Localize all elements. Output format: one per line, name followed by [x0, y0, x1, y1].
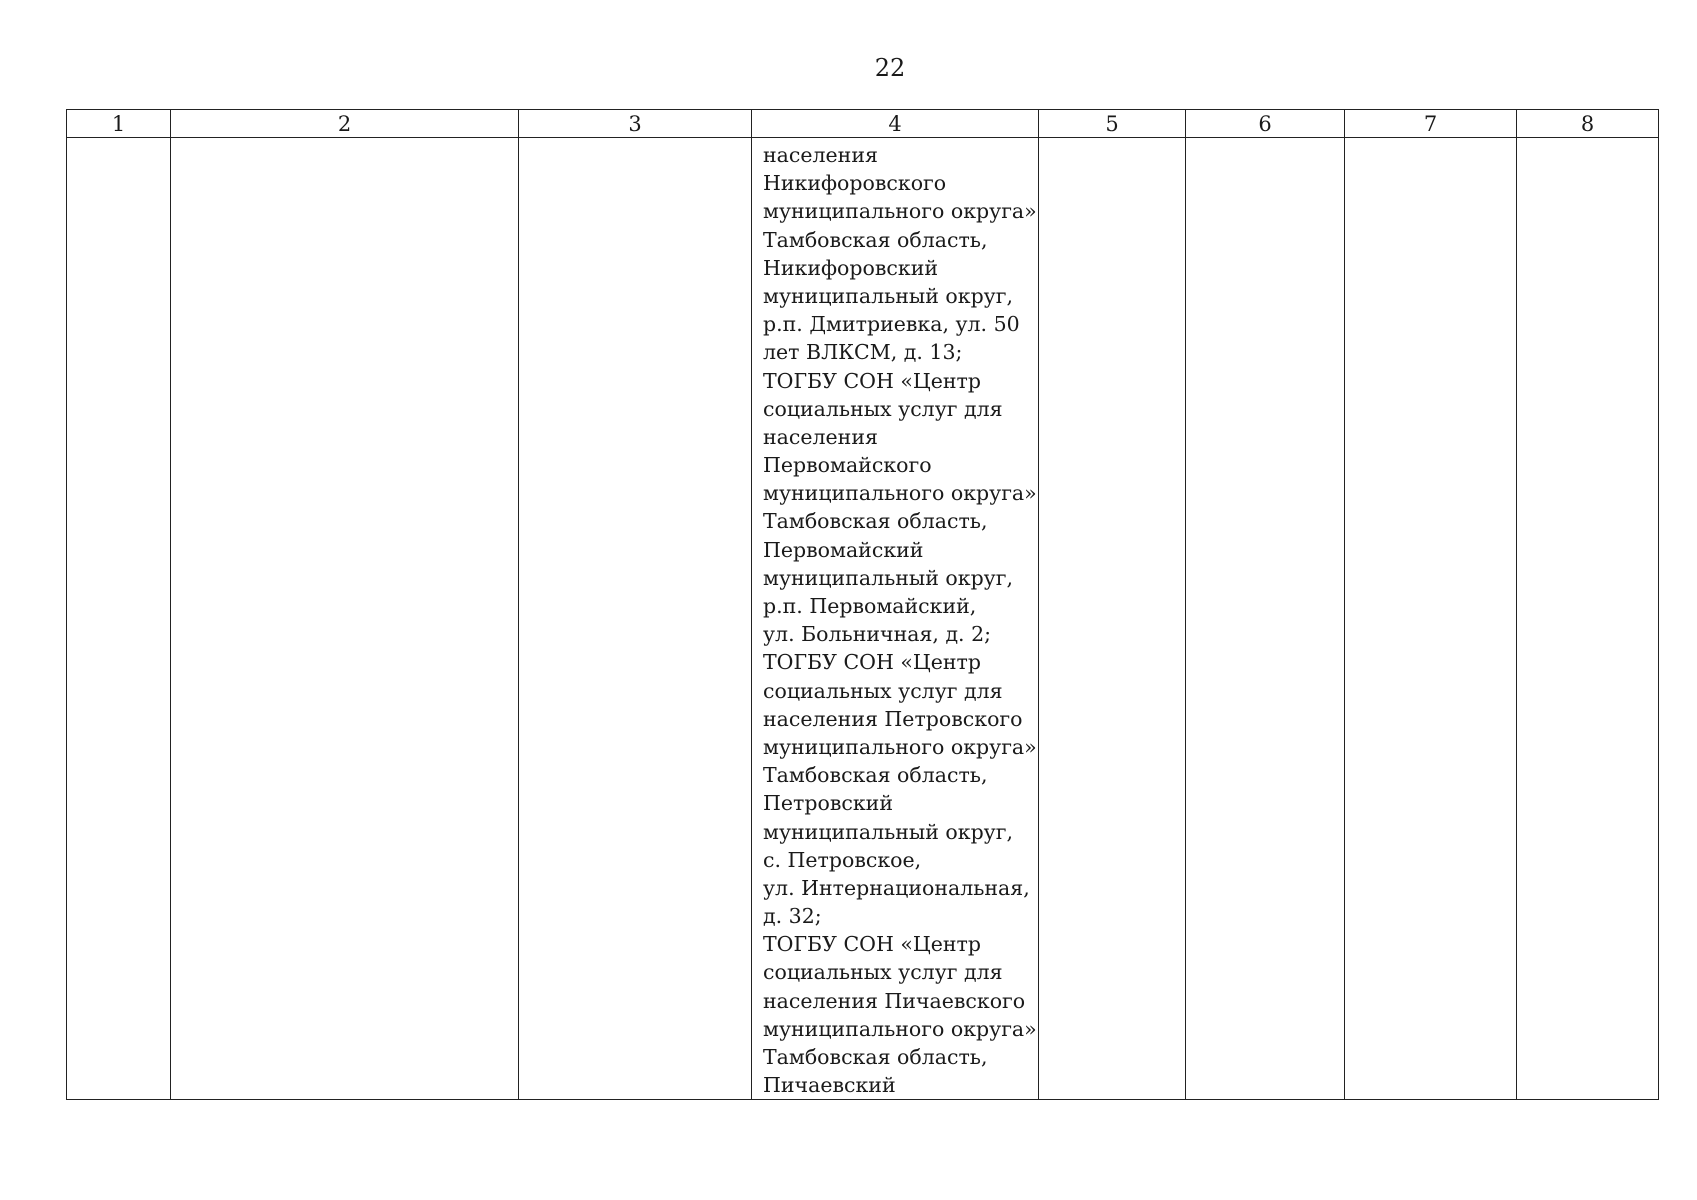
- cell-text-line: Никифоровский: [763, 255, 939, 280]
- table-cell-col8: [1517, 138, 1659, 1100]
- column-header-7: 7: [1345, 110, 1517, 138]
- cell-text-line: ТОГБУ СОН «Центр: [763, 650, 982, 675]
- cell-text-line: ул. Интернациональная,: [763, 875, 1030, 900]
- cell-text-line: социальных услуг для: [763, 960, 1003, 985]
- cell-text-line: населения Пичаевского: [763, 988, 1026, 1013]
- cell-text-line: социальных услуг для: [763, 678, 1003, 703]
- table-cell-col5: [1039, 138, 1186, 1100]
- column-header-3: 3: [519, 110, 752, 138]
- column-header-8: 8: [1517, 110, 1659, 138]
- cell-text-line: Первомайского: [763, 453, 932, 478]
- cell-text-line: населения Петровского: [763, 706, 1023, 731]
- table-cell-col4: [752, 138, 1039, 1100]
- table-cell-col7: [1345, 138, 1517, 1100]
- cell-text-line: муниципального округа»: [763, 1016, 1037, 1041]
- cell-text-line: населения: [763, 424, 878, 449]
- cell-text-line: муниципального округа»: [763, 199, 1037, 224]
- cell-text-line: муниципального округа»: [763, 481, 1037, 506]
- cell-text-line: д. 32;: [763, 904, 822, 929]
- cell-text-line: Пичаевский: [763, 1073, 896, 1098]
- table-cell-col1: [67, 138, 171, 1100]
- cell-text-line: Первомайский: [763, 537, 924, 562]
- cell-text-line: ТОГБУ СОН «Центр: [763, 932, 982, 957]
- cell-text-line: р.п. Дмитриевка, ул. 50: [763, 312, 1020, 337]
- column-header-4: 4: [752, 110, 1039, 138]
- cell-text-line: Никифоровского: [763, 171, 947, 196]
- cell-text-line: ул. Больничная, д. 2;: [763, 622, 992, 647]
- table-cell-col2: [171, 138, 519, 1100]
- cell-text-line: лет ВЛКСМ, д. 13;: [763, 340, 963, 365]
- cell-text-line: муниципальный округ,: [763, 565, 1014, 590]
- cell-text-line: Тамбовская область,: [763, 763, 988, 788]
- column-header-1: 1: [67, 110, 171, 138]
- cell-text-line: Тамбовская область,: [763, 227, 988, 252]
- cell-text-line: р.п. Первомайский,: [763, 594, 977, 618]
- column-header-5: 5: [1039, 110, 1186, 138]
- cell-text-line: Тамбовская область,: [763, 509, 988, 534]
- cell-text-line: ТОГБУ СОН «Центр: [763, 368, 982, 393]
- column-header-6: 6: [1186, 110, 1345, 138]
- document-table: [66, 109, 1659, 1100]
- table-cell-col3: [519, 138, 752, 1100]
- cell-text-col4: [752, 138, 1038, 1099]
- cell-text-line: Петровский: [763, 791, 893, 816]
- cell-text-line: муниципальный округ,: [763, 819, 1014, 844]
- table-row: [67, 138, 1659, 1100]
- cell-text-line: Тамбовская область,: [763, 1045, 988, 1069]
- cell-text-line: населения: [763, 143, 878, 167]
- cell-text-line: с. Петровское,: [763, 847, 922, 872]
- column-header-2: 2: [171, 110, 519, 138]
- table-header-row: [67, 110, 1659, 138]
- cell-text-line: муниципальный округ,: [763, 283, 1014, 308]
- cell-text-line: муниципального округа»: [763, 734, 1037, 759]
- cell-text-line: социальных услуг для: [763, 396, 1003, 421]
- page-number: 22: [874, 54, 906, 82]
- table-cell-col6: [1186, 138, 1345, 1100]
